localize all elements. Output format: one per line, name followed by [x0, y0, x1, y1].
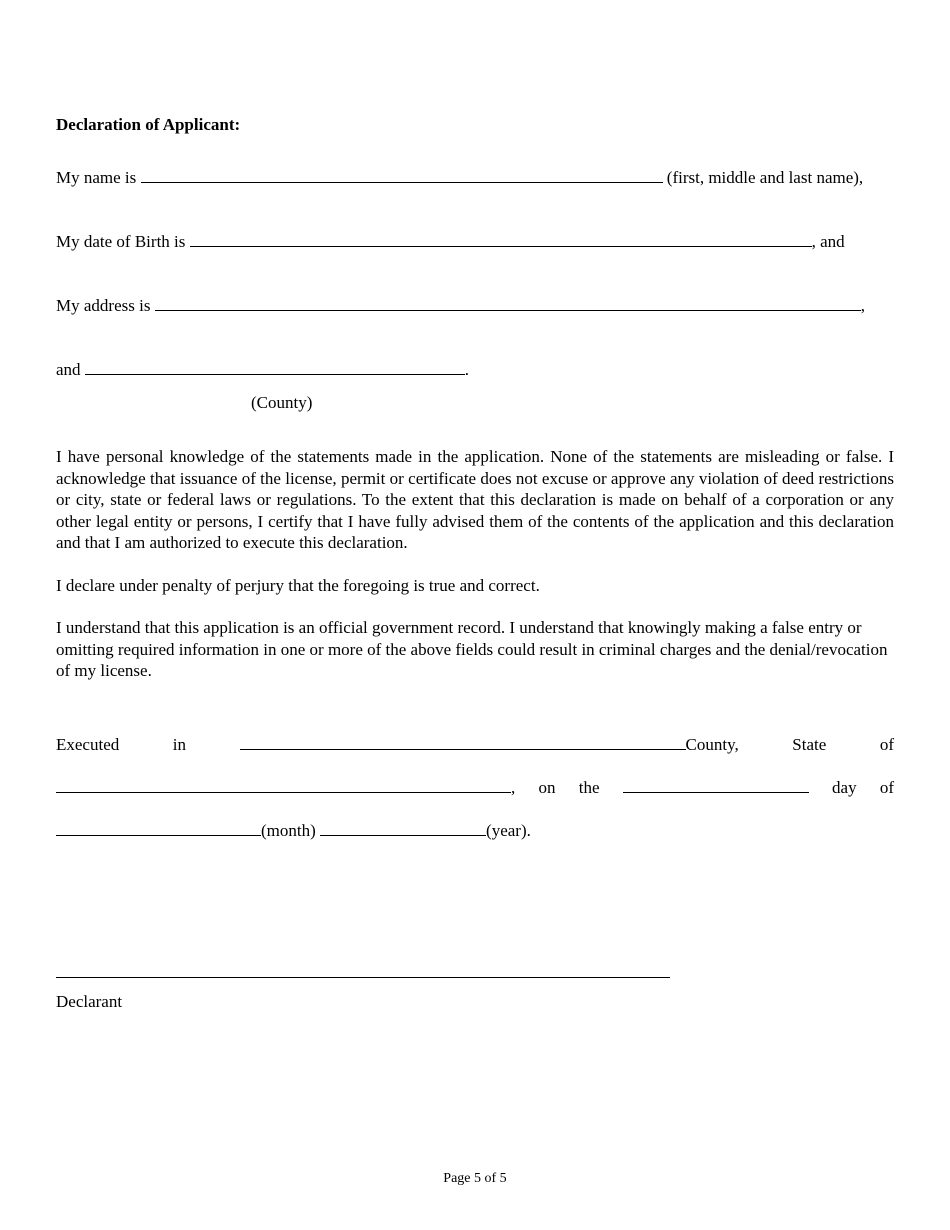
name-row	[56, 168, 863, 188]
state-field[interactable]	[56, 778, 511, 793]
declarant-label: Declarant	[56, 992, 123, 1011]
name-field[interactable]	[141, 168, 663, 183]
the-label: the	[578, 778, 600, 797]
dob-row	[56, 232, 845, 252]
day-field[interactable]	[623, 778, 809, 793]
year-field[interactable]	[320, 821, 486, 836]
month-label: (month)	[261, 821, 316, 840]
address-suffix: ,	[860, 296, 865, 315]
month-field[interactable]	[56, 821, 261, 836]
address-label: My address is	[56, 296, 151, 315]
year-label: (year).	[486, 821, 531, 840]
county-label: and	[56, 360, 81, 379]
of-label: of	[879, 735, 894, 754]
signature-line[interactable]	[56, 977, 670, 978]
executed-row	[56, 735, 894, 755]
page-title: Declaration of Applicant:	[56, 115, 241, 134]
county-suffix: .	[464, 360, 470, 379]
address-field[interactable]	[155, 296, 861, 311]
state-label: State	[792, 735, 827, 754]
executed-label: Executed	[56, 735, 120, 754]
address-row	[56, 296, 865, 316]
state-comma: ,	[511, 778, 516, 797]
name-label: My name is	[56, 168, 137, 187]
county-word: County,	[685, 735, 739, 754]
day-row	[56, 778, 894, 798]
page-number: Page 5 of 5	[443, 1171, 507, 1186]
date-row	[56, 821, 531, 841]
county-caption: (County)	[251, 393, 313, 412]
county-field[interactable]	[85, 360, 465, 375]
in-label: in	[172, 735, 187, 754]
of-label-2: of	[879, 778, 894, 797]
day-label: day	[832, 778, 857, 797]
on-label: on	[538, 778, 556, 797]
county-row	[56, 360, 469, 380]
dob-suffix: , and	[811, 232, 845, 251]
knowledge-paragraph: I have personal knowledge of the statements made in the application. None of the statements are misleading or false. I acknowledge that issuance of the license, permit or certificate does not excuse or approve any violation of deed restrictions or city, state or federal laws or regulations. To the extent that this declaration is made on behalf of a corporation or any other legal entity or persons, I certify that I have fully advised them of the contents of the application and this declaration and that I am authorized to execute this declaration.	[56, 447, 894, 552]
state-group	[56, 778, 515, 798]
dob-field[interactable]	[190, 232, 812, 247]
dob-label: My date of Birth is	[56, 232, 186, 251]
perjury-paragraph: I declare under penalty of perjury that the foregoing is true and correct.	[56, 576, 540, 595]
official-record-paragraph: I understand that this application is an official government record. I understand that knowingly making a false entry or omitting required information in one or more of the above fields could result in criminal charges and the denial/revocation of my license.	[56, 618, 888, 680]
executed-county-field[interactable]	[240, 735, 686, 750]
executed-county-group	[240, 735, 739, 755]
name-hint: (first, middle and last name),	[666, 168, 864, 187]
